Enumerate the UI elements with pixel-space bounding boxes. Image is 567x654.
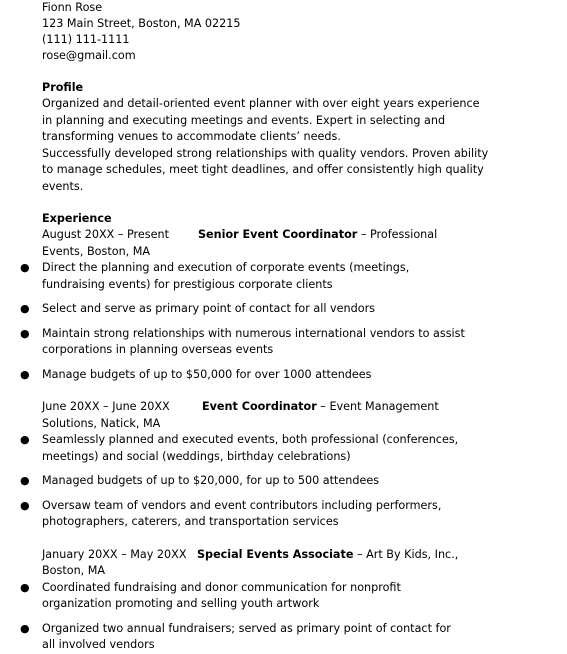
experience-heading: Experience [42, 212, 112, 225]
list-item: ● Manage budgets of up to $50,000 for over 1000 attendees [42, 367, 472, 384]
job-employer: – Art By Kids, Inc., Boston, MA [42, 547, 459, 577]
bullet-icon: ● [20, 474, 30, 487]
profile-heading: Profile [42, 81, 84, 94]
job-dates: January 20XX – May 20XX [42, 547, 187, 561]
bullet-icon: ● [20, 326, 30, 340]
experience-section [20, 211, 542, 654]
contact-email: rose@gmail.com [42, 49, 136, 62]
list-item: ● Oversaw team of vendors and event contributors including performers, photographers, caterers, and transportation services [20, 498, 442, 528]
profile-paragraph-1: Organized and detail-oriented event planner with over eight years experience in planning and executing meetings and events. Expert in selecting and transforming venues to accommodate clients’ needs. [42, 97, 480, 143]
list-item: ● Coordinated fundraising and donor communication for nonprofit organization promoting and selling youth artwork [20, 580, 401, 610]
job-entry [20, 399, 542, 531]
list-item: ● Select and serve as primary point of contact for all vendors [42, 301, 472, 318]
list-item: ● Managed budgets of up to $20,000, for up to 500 attendees [42, 473, 497, 490]
resume-document [20, 0, 542, 654]
list-item: ● Maintain strong relationships with numerous international vendors to assist corporations in planning overseas events [20, 326, 465, 356]
profile-paragraph-2: Successfully developed strong relationships with quality vendors. Proven ability to manage schedules, meet tight deadlines, and offer consistently high quality events. [42, 146, 489, 193]
job-employer: – Event Management Solutions, Natick, MA [42, 400, 439, 430]
contact-address: 123 Main Street, Boston, MA 02215 [42, 17, 241, 30]
job-bullets [20, 432, 497, 531]
profile-section [42, 80, 542, 195]
list-item: ● Seamlessly planned and executed events, both professional (conferences, meetings) and social (weddings, birthday celebrations) [20, 433, 459, 463]
job-title: Senior Event Coordinator [198, 228, 358, 241]
job-header [42, 399, 482, 432]
bullet-icon: ● [20, 302, 30, 315]
job-dates: August 20XX – Present [42, 228, 169, 241]
job-entry [20, 547, 542, 654]
job-entry [20, 227, 542, 383]
job-bullets [20, 580, 462, 654]
bullet-icon: ● [20, 261, 30, 274]
bullet-icon: ● [20, 433, 30, 446]
contact-block [42, 0, 542, 64]
bullet-icon: ● [20, 621, 30, 635]
bullet-icon: ● [20, 367, 30, 381]
job-header [42, 547, 482, 580]
job-title: Event Coordinator [202, 400, 317, 413]
contact-name: Fionn Rose [42, 1, 103, 14]
contact-phone: (111) 111-1111 [42, 33, 130, 46]
job-title: Special Events Associate [197, 547, 354, 561]
list-item: ● Organized two annual fundraisers; served as primary point of contact for all involved vendors [20, 621, 451, 651]
job-dates: June 20XX – June 20XX [42, 400, 170, 413]
bullet-icon: ● [20, 498, 30, 512]
bullet-icon: ● [20, 580, 30, 594]
list-item: ● Direct the planning and execution of corporate events (meetings, fundraising events) for prestigious corporate clients [20, 261, 410, 291]
job-bullets [20, 260, 472, 383]
job-header [42, 227, 467, 260]
job-employer: – Professional Events, Boston, MA [42, 228, 438, 258]
